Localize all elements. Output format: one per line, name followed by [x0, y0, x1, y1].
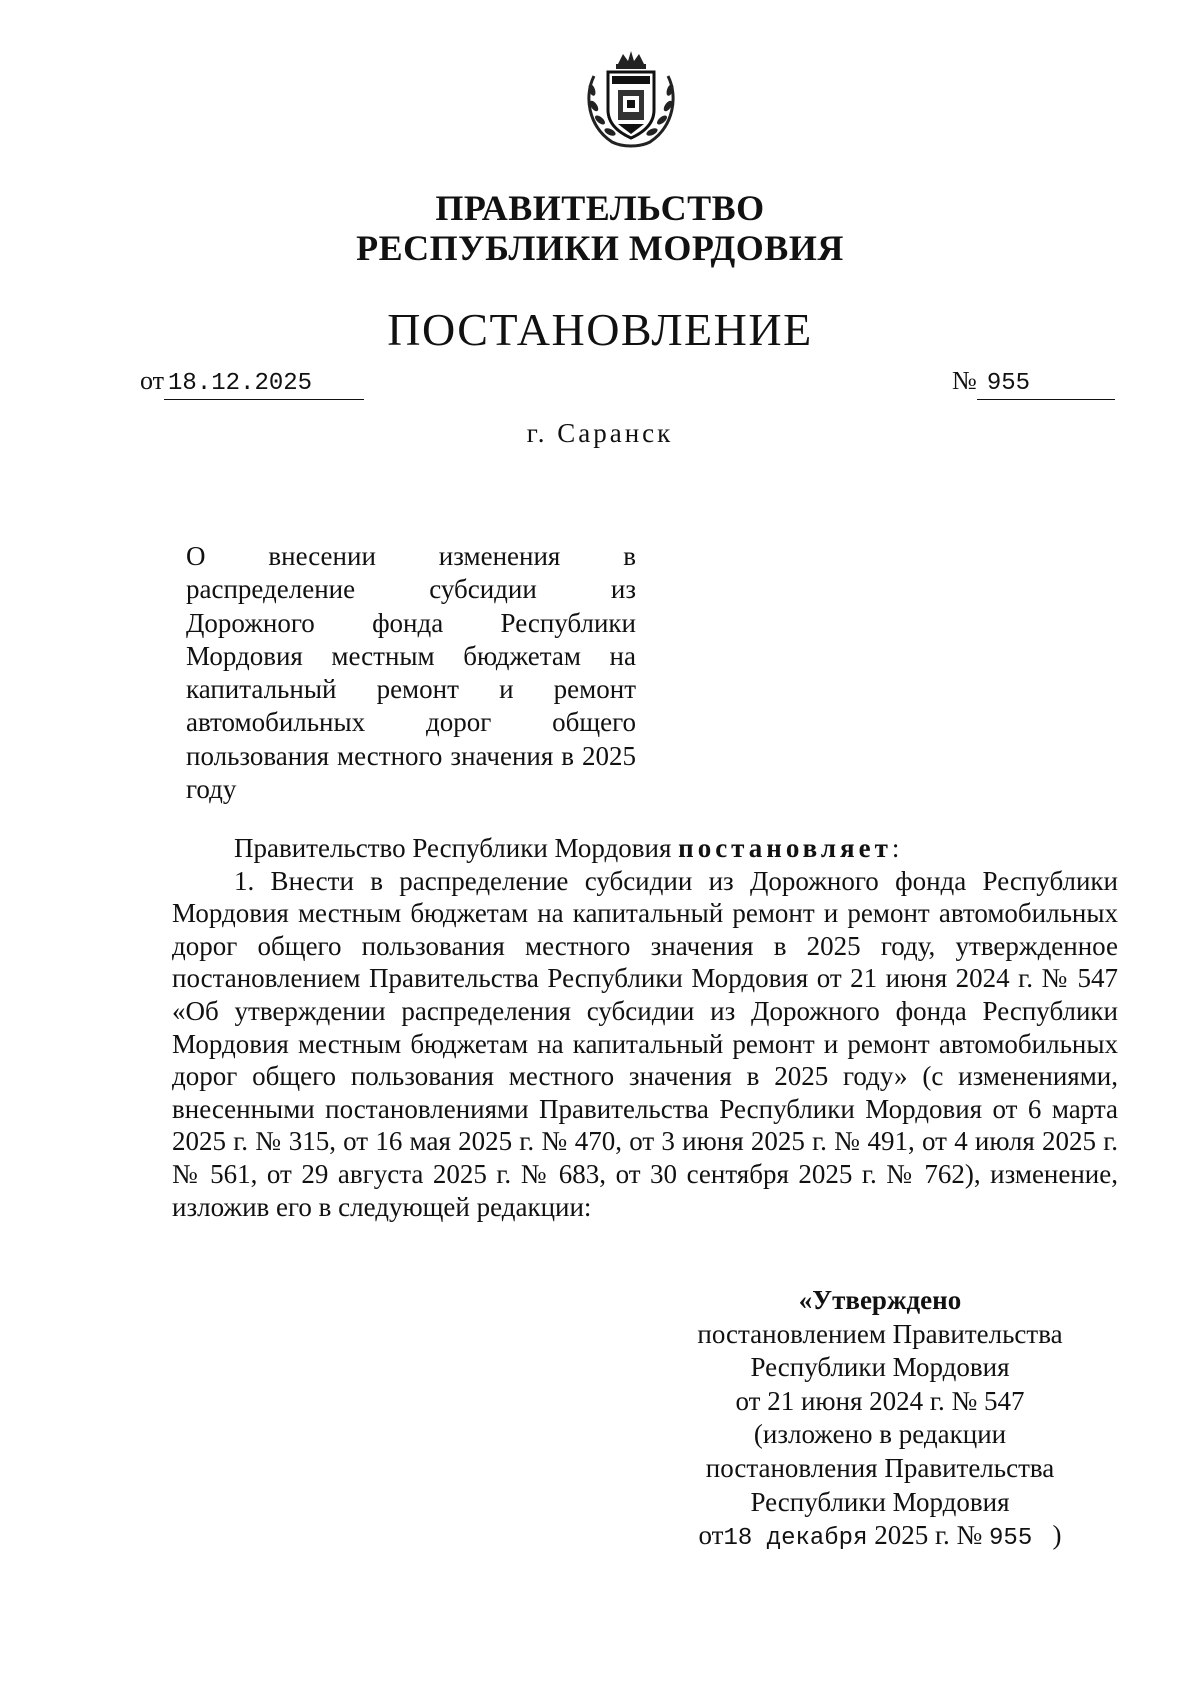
document-date: [140, 366, 364, 400]
document-number: [952, 366, 1115, 400]
date-value: 18.12.2025: [164, 369, 364, 400]
paragraph-1: 1. Внести в распределение субсидии из Дорожного фонда Республики Мордовия местным бюджетам на капитальный ремонт и ремонт автомобильных дорог общего пользования местного значения в 2025 году, утвержденное постановлением Правительства Республики Мордовия от 21 июня 2024 г. № 547 «Об утверждении распределения субсидии из Дорожного фонда Республики Мордовия местным бюджетам на капитальный ремонт и ремонт автомобильных дорог общего пользования местного значения в 2025 году» (с изменениями, внесенными постановлениями Правительства Республики Мордовия от 6 марта 2025 г. № 315, от 16 мая 2025 г. № 470, от 3 июня 2025 г. № 491, от 4 июля 2025 г. № 561, от 29 августа 2025 г. № 683, от 30 сентября 2025 г. № 762), изменение, изложив его в следующей редакции:: [172, 865, 1118, 1222]
document-subject: О внесении изменения в распределение субсидии из Дорожного фонда Республики Мордовия местным бюджетам на капитальный ремонт и ремонт автомобильных дорог общего пользования местного значения в 2025 году: [186, 541, 636, 805]
city: г. Саранск: [526, 418, 674, 448]
number-sign: №: [952, 366, 977, 395]
approval-date-year: 2025 г. №: [874, 1520, 983, 1551]
approval-line: (изложено в редакции: [753, 1419, 1007, 1450]
approval-close: ): [1052, 1520, 1062, 1551]
approval-line: постановления Правительства: [705, 1452, 1055, 1483]
approval-line: от 21 июня 2024 г. № 547: [735, 1385, 1025, 1416]
date-prefix: от: [140, 366, 165, 395]
intro-end: :: [891, 833, 900, 863]
coat-of-arms-icon: [578, 46, 684, 152]
intro-emphasis: постановляет: [678, 833, 892, 863]
intro-paragraph: [172, 832, 1118, 865]
approval-date-day-month: 18 декабря: [723, 1525, 868, 1553]
organization-name-line2: РЕСПУБЛИКИ МОРДОВИЯ: [356, 228, 844, 268]
intro-text: Правительство Республики Мордовия: [234, 833, 672, 863]
number-value: 955: [977, 369, 1115, 400]
approval-date-prefix: от: [698, 1520, 724, 1551]
approval-number: 955: [989, 1525, 1033, 1553]
approval-line: постановлением Правительства: [697, 1318, 1063, 1349]
approval-line: Республики Мордовия: [750, 1352, 1010, 1383]
organization-name-line1: ПРАВИТЕЛЬСТВО: [435, 188, 765, 228]
document-type-title: ПОСТАНОВЛЕНИЕ: [387, 304, 813, 355]
approval-line: Республики Мордовия: [750, 1486, 1010, 1517]
approval-date-line: [660, 1519, 1100, 1556]
approval-heading: «Утверждено: [798, 1285, 962, 1315]
approval-stamp-block: [660, 1284, 1100, 1556]
document-body: [172, 832, 1118, 1223]
